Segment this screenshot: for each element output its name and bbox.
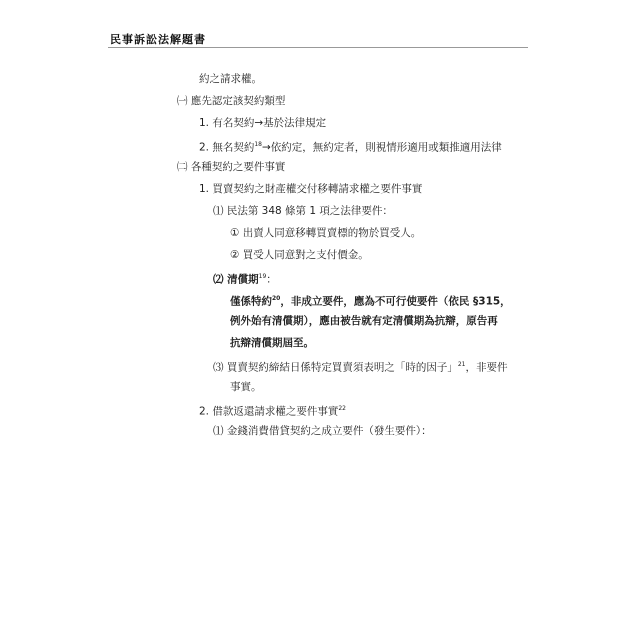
section-heading: ㈠ 應先認定該契約類型 xyxy=(177,95,286,107)
text-line xyxy=(213,270,277,287)
section-heading: ㈡ 各種契約之要件事實 xyxy=(177,161,286,173)
footnote-ref: 18 xyxy=(254,141,262,148)
text-fragment: ，非要件 xyxy=(465,361,508,374)
running-header: 民事訴訟法解題書 xyxy=(110,33,206,46)
header-rule xyxy=(108,47,528,48)
footnote-ref: 19 xyxy=(258,273,267,280)
text-line: ⑴ 金錢消費借貸契約之成立要件（發生要件）： xyxy=(213,425,432,437)
text-line: 約之請求權。 xyxy=(199,73,262,85)
footnote-ref: 20 xyxy=(272,295,281,302)
text-line xyxy=(199,402,346,419)
text-fragment: 2. 借款返還請求權之要件事實 xyxy=(199,405,339,418)
text-line: 1. 買賣契約之財產權交付移轉請求權之要件事實 xyxy=(199,183,423,195)
text-fragment: ⑵ 清償期 xyxy=(213,273,259,286)
text-line: 抗辯清償期屆至。 xyxy=(230,337,314,349)
text-fragment: →依約定，無約定者，則視情形適用或類推適用法律 xyxy=(262,141,502,154)
text-line: ① 出賣人同意移轉買賣標的物於買受人。 xyxy=(230,227,422,239)
text-line: ② 買受人同意對之支付價金。 xyxy=(230,249,369,261)
text-fragment: 2. 無名契約 xyxy=(199,141,255,154)
text-fragment: ： xyxy=(266,273,277,286)
text-line xyxy=(199,138,502,155)
footnote-ref: 21 xyxy=(457,361,466,368)
text-line xyxy=(230,292,511,309)
text-fragment: ，非成立要件，應為不可行使要件（依民 §315， xyxy=(280,295,511,308)
text-line: 1. 有名契約→基於法律規定 xyxy=(199,117,327,129)
text-line: 事實。 xyxy=(230,381,262,393)
footnote-ref: 22 xyxy=(338,405,346,412)
text-line xyxy=(213,358,507,375)
text-line: 例外始有清償期），應由被告就有定清償期為抗辯，原告再 xyxy=(230,315,498,327)
text-line: ⑴ 民法第 348 條第 1 項之法律要件： xyxy=(213,205,393,217)
text-fragment: 僅係特約 xyxy=(230,295,272,308)
text-fragment: ⑶ 買賣契約締結日係特定買賣須表明之「時的因子」 xyxy=(213,361,458,374)
